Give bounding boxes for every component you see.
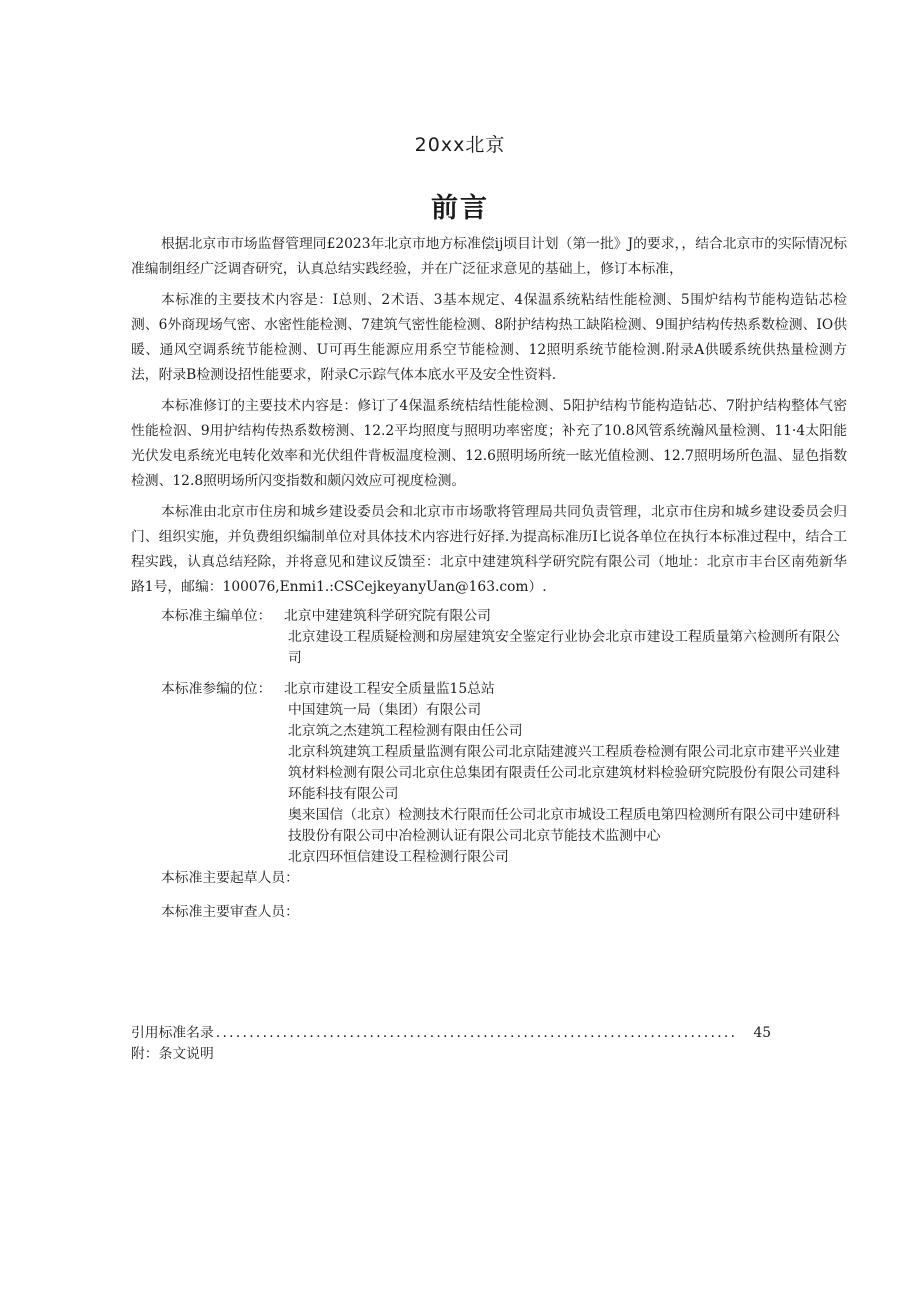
participating-editor-label: 本标准参编的位： xyxy=(161,681,272,697)
toc-page-number: 45 xyxy=(753,1025,771,1041)
preface-paragraph: 根据北京市市场监督管理同£2023年北京市地方标准偿ij顷目计划（第一批》J的要求，，结合北京市的实际情况标准编制组经广泛调杳研究，认真总结实践经验，并在广泛征求意见的基础上，修订本标准， xyxy=(131,236,847,277)
preface-paragraph: 本标准的主要技术内容是：I总则、2术语、3基本规定、4保温系统粘结性能检测、5围炉结构节能构造钻芯检测、6外商现场气密、水密性能检测、7建筑气密性能检测、8附护结构热工缺陷检测、9围护结构传热系数检测、IO供暖、通风空调系统节能检测、U可再生能源应用系空节能检测、12照明系统节能检测.附录A供暖系统供热量检测方法，附录B检测设招性能要求，附录C示踪气体本底水平及安全性资料. xyxy=(131,292,847,383)
drafters-label: 本标准主要起草人员： xyxy=(161,870,299,886)
unit-entry: 奥来国信（北京）检测技术行限而任公司北京市城设工程质电第四检测所有限公司中建研科技股份有限公司中冶检测认证有限公司北京节能技术监测中心 xyxy=(288,807,840,844)
unit-entry: 中国建筑一局（集团）有限公司 xyxy=(288,702,482,718)
toc-entry[interactable] xyxy=(131,1023,771,1044)
preface-body xyxy=(131,232,847,923)
page-header: 20xx北京 xyxy=(414,134,506,156)
unit-entry: 北京建设工程质疑检测和房屋建筑安全鉴定行业协会北京市建设工程质量第六检测所有限公司 xyxy=(288,629,840,666)
unit-entry: 北京四环恒信建设工程检测行限公司 xyxy=(288,849,509,865)
toc-entry[interactable] xyxy=(131,1044,771,1065)
preface-paragraph: 本标准由北京市住房和城乡建设委员会和北京市市场歌将管理局共同负责管理，北京市住房和城乡建设委员会归门、组织实施，并负费组织编制单位对具体技术内容进行好择.为提高标准历I匕说各单位在执行本标准过程中，结合工程实践，认真总结羟除，并将意见和建议反馈至：北京中建建筑科学研究院有限公司（地址：北京市丰台区南苑新华路1号，邮编：100076,Enmi1.:CSCejkeyanyUan@163.com）. xyxy=(131,504,847,595)
toc-entry-label: 附：条文说明 xyxy=(131,1046,214,1062)
unit-entry: 北京筑之杰建筑工程检测有限由任公司 xyxy=(288,723,523,739)
page-title: 前言 xyxy=(431,193,489,224)
toc-entry-label: 引用标准名录 xyxy=(131,1025,214,1041)
table-of-contents xyxy=(131,1023,771,1065)
chief-editor-list xyxy=(284,606,847,669)
participating-editor-row xyxy=(131,679,847,868)
chief-editor-label: 本标准主编单位： xyxy=(161,608,272,624)
editor-units xyxy=(131,606,847,923)
preface-paragraph: 本标准修订的主要技术内容是：修订了4保温系统桔结性能检测、5阳护结构节能构造钻芯、7附护结构整体气密性能检泅、9用护结构传热系数榜测、12.2平均照度与照明功率密度；补充了10.8风管系统瀚风量检测、11·4太阳能光伏发电系统光电转化效率和光伏组件背板温度检测、12.6照明场所统一眩光值检测、12.7照明场所色温、显色指数检测、12.8照明场所闪变指数和颇闪效应可视度检测。 xyxy=(131,398,847,489)
reviewers-label: 本标准主要审查人员： xyxy=(161,904,299,920)
unit-entry: 北京科筑建筑工程质量监测有限公司北京陆建渡兴工程质卷检测有限公司北京市建平兴业建筑材料检测有限公司北京住总集团有限责任公司北京建筑材料检验研究院股份有限公司建科环能科技有限公司 xyxy=(288,744,840,802)
toc-leader-dots: .............................................................................. xyxy=(215,1025,738,1041)
unit-entry: 北京市建设工程安全质量监15总站 xyxy=(284,681,495,697)
chief-editor-row xyxy=(131,606,847,669)
unit-entry: 北京中建建筑科学研究院有限公司 xyxy=(284,608,491,624)
participating-editor-list xyxy=(284,679,847,868)
